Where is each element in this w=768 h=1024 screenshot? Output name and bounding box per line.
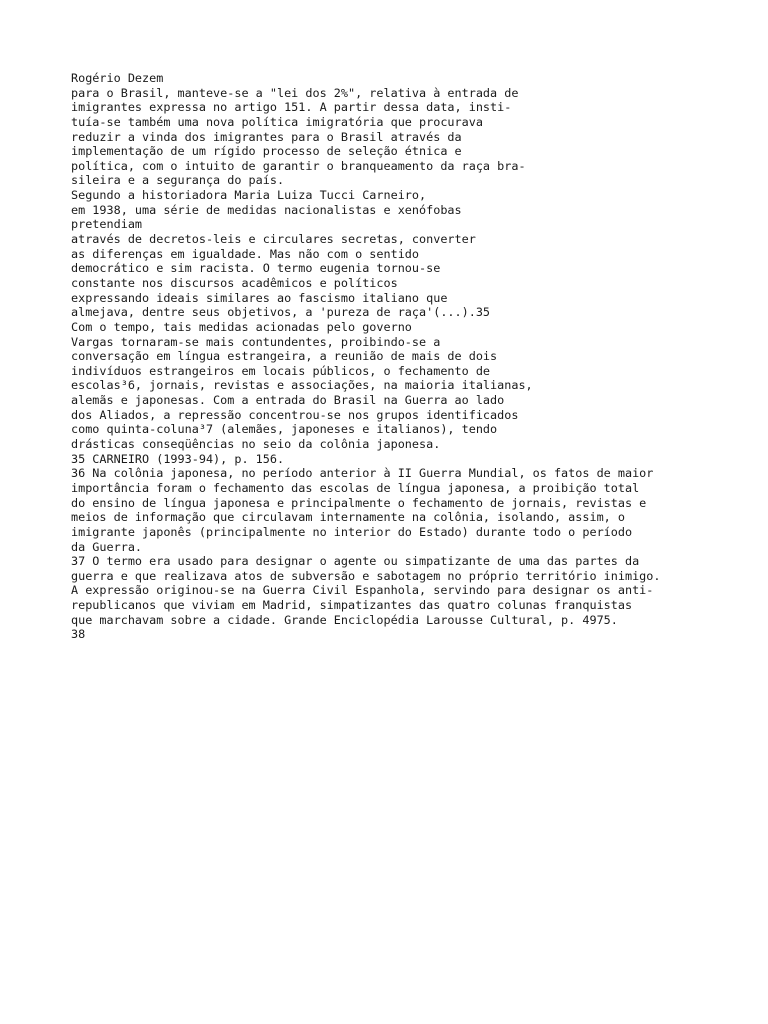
- body-text-line: drásticas conseqüências no seio da colônia japonesa.: [71, 437, 441, 452]
- quote-text-line: pretendiam: [71, 217, 143, 232]
- footnote-36-line: meios de informação que circulavam internamente na colônia, isolando, assim, o: [71, 510, 625, 525]
- author-header: Rogério Dezem: [71, 71, 164, 85]
- footnote-36-line: 36 Na colônia japonesa, no período anterior à II Guerra Mundial, os fatos de maior: [71, 466, 654, 481]
- footnote-36-line: importância foram o fechamento das escolas de língua japonesa, a proibição total: [71, 480, 640, 495]
- quote-text-line: em 1938, uma série de medidas nacionalistas e xenófobas: [71, 202, 462, 217]
- quote-text-line: através de decretos-leis e circulares secretas, converter: [71, 232, 476, 247]
- body-text-line: reduzir a vinda dos imigrantes para o Brasil através da: [71, 129, 462, 144]
- body-text-line: Com o tempo, tais medidas acionadas pelo governo: [71, 319, 412, 334]
- body-text-line: escolas³6, jornais, revistas e associações, na maioria italianas,: [71, 378, 533, 393]
- quote-text-line: constante nos discursos acadêmicos e políticos: [71, 275, 398, 290]
- footnote-36-line: do ensino de língua japonesa e principalmente o fechamento de jornais, revistas e: [71, 495, 647, 510]
- body-text-line: alemãs e japonesas. Com a entrada do Brasil na Guerra ao lado: [71, 393, 505, 408]
- body-text-line: conversação em língua estrangeira, a reunião de mais de dois: [71, 349, 498, 364]
- footnote-35: 35 CARNEIRO (1993-94), p. 156.: [71, 451, 285, 466]
- document-page: [71, 71, 751, 642]
- body-text-line: sileira e a segurança do país.: [71, 173, 285, 188]
- quote-text-line: expressando ideais similares ao fascismo italiano que: [71, 290, 448, 305]
- quote-text-line: Segundo a historiadora Maria Luiza Tucci Carneiro,: [71, 188, 427, 203]
- body-text-line: imigrantes expressa no artigo 151. A partir dessa data, insti-: [71, 100, 512, 115]
- footnote-37-line: 37 O termo era usado para designar o agente ou simpatizante de uma das partes da: [71, 554, 640, 569]
- page-number: 38: [71, 627, 86, 642]
- body-text-line: para o Brasil, manteve-se a "lei dos 2%", relativa à entrada de: [71, 85, 519, 100]
- body-text-line: Vargas tornaram-se mais contundentes, proibindo-se a: [71, 334, 441, 349]
- footnote-36-line: da Guerra.: [71, 539, 143, 554]
- footnote-36-line: imigrante japonês (principalmente no interior do Estado) durante todo o período: [71, 524, 633, 539]
- quote-text-line: almejava, dentre seus objetivos, a 'pureza de raça'(...).35: [71, 305, 491, 320]
- body-text-line: indivíduos estrangeiros em locais públicos, o fechamento de: [71, 363, 491, 378]
- body-text-line: implementação de um rígido processo de seleção étnica e: [71, 144, 462, 159]
- body-text-line: dos Aliados, a repressão concentrou-se nos grupos identificados: [71, 407, 519, 422]
- footnote-37-line: A expressão originou-se na Guerra Civil Espanhola, servindo para designar os anti-: [71, 583, 654, 598]
- footnote-37-line: que marchavam sobre a cidade. Grande Enciclopédia Larousse Cultural, p. 4975.: [71, 612, 618, 627]
- body-text-line: como quinta-coluna³7 (alemães, japoneses e italianos), tendo: [71, 422, 498, 437]
- quote-text-line: as diferenças em igualdade. Mas não com o sentido: [71, 246, 420, 261]
- footnote-37-line: republicanos que viviam em Madrid, simpatizantes das quatro colunas franquistas: [71, 598, 633, 613]
- quote-text-line: democrático e sim racista. O termo eugenia tornou-se: [71, 261, 441, 276]
- footnote-37-line: guerra e que realizava atos de subversão e sabotagem no próprio território inimigo.: [71, 568, 661, 583]
- body-text-line: política, com o intuito de garantir o branqueamento da raça bra-: [71, 158, 526, 173]
- body-text-line: tuía-se também uma nova política imigratória que procurava: [71, 114, 483, 129]
